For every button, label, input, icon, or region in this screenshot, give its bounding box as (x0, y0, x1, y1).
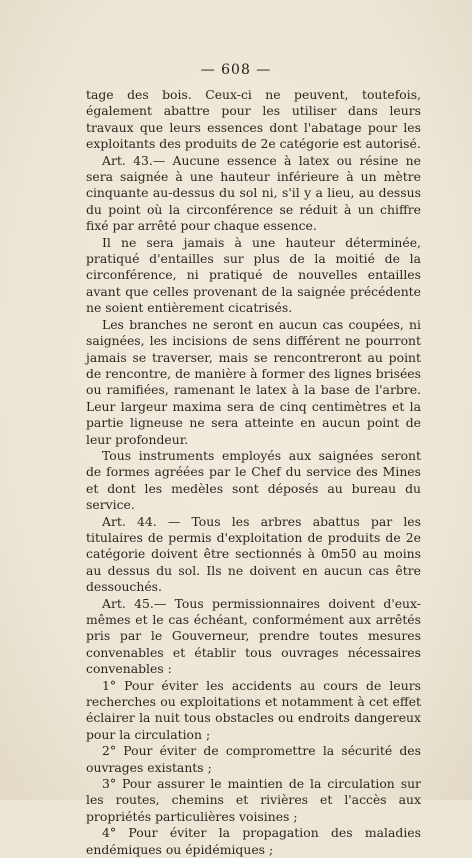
page-number: — 608 — (200, 62, 272, 78)
paragraph-art-43: Art. 43.— Aucune essence à latex ou résine ne sera saignée à une hauteur inférieure à un mètre cinquante au-dessus du sol ni, s'il y a lieu, au dessus du point où la circonférence se réduit à un chiffre fixé par arrêté pour chaque essence. (86, 152, 421, 234)
list-item-4: 4° Pour éviter la propagation des maladies endémiques ou épidémiques ; (86, 825, 421, 857)
paragraph-instruments: Tous instruments employés aux saignées seront de formes agréées par le Chef du service des Mines et dont les medèles sont déposés au bureau du service. (86, 447, 421, 513)
paragraph-branches: Les branches ne seront en aucun cas coupées, ni saignées, les incisions de sens différent ne pourront jamais se traverser, mais se rencontreront au point de rencontre, de manière à former des lignes brisées ou ramifiées, ramenant le latex à la base de l'arbre. Leur largeur maxima sera de cinq centimètres et la partie ligneuse ne sera atteinte en aucun point de leur profondeur. (86, 316, 421, 447)
paragraph-entailles: Il ne sera jamais à une hauteur déterminée, pratiqué d'entailles sur plus de la moitié de la circonférence, ni pratiqué de nouvelles entailles avant que celles provenant de la saignée précédente ne soient entièrement cicatrisés. (86, 234, 421, 316)
body-text (86, 87, 421, 858)
paragraph-continuation: tage des bois. Ceux-ci ne peuvent, toutefois, également abattre pour les utiliser dans leurs travaux que leurs essences dont l'abatage pour les exploitants des produits de 2e catégorie est autorisé. (86, 87, 421, 152)
list-item-2: 2° Pour éviter de compromettre la sécurité des ouvrages existants ; (86, 743, 421, 775)
list-item-3: 3° Pour assurer le maintien de la circulation sur les routes, chemins et rivières et l'accès aux propriétés particulières voisines ; (86, 776, 421, 824)
paragraph-art-45: Art. 45.— Tous permissionnaires doivent d'eux-mêmes et le cas échéant, conformément aux arrêtés pris par le Gouverneur, prendre toutes mesures convenables et établir tous ouvrages nécessaires convenables : (86, 595, 421, 677)
list-item-1: 1° Pour éviter les accidents au cours de leurs recherches ou exploitations et notamment à cet effet éclairer la nuit tous obstacles ou endroits dangereux pour la circulation ; (86, 677, 421, 742)
paragraph-art-44: Art. 44. — Tous les arbres abattus par les titulaires de permis d'exploitation de produits de 2e catégorie doivent être sectionnés à 0m50 au moins au dessus du sol. Ils ne doivent en aucun cas être dessouchés. (86, 513, 421, 595)
